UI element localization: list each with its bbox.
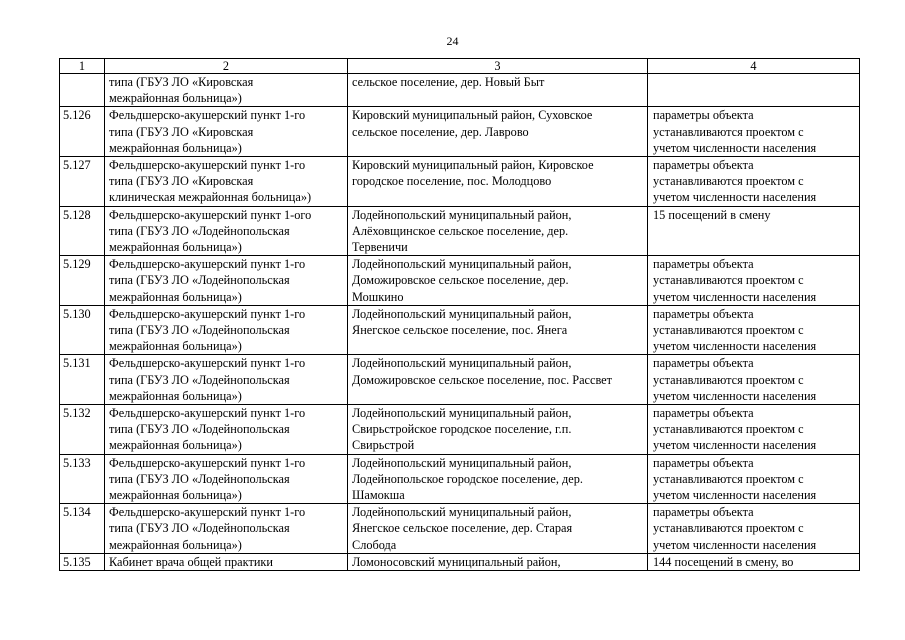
- row-number: 5.131: [60, 355, 105, 405]
- table-row: [60, 405, 860, 455]
- facility-location: сельское поселение, дер. Новый Быт: [348, 74, 648, 107]
- facility-parameters: 144 посещений в смену, во: [648, 553, 860, 570]
- row-number: [60, 74, 105, 107]
- column-header-1: 1: [60, 59, 105, 74]
- table-row: [60, 305, 860, 355]
- row-number: 5.133: [60, 454, 105, 504]
- facility-location: Ломоносовский муниципальный район,: [348, 553, 648, 570]
- facility-name: типа (ГБУЗ ЛО «Кировская межрайонная больница»): [105, 74, 348, 107]
- row-number: 5.134: [60, 504, 105, 554]
- facility-name: Фельдшерско-акушерский пункт 1-ого типа (ГБУЗ ЛО «Лодейнопольская межрайонная больница»): [105, 206, 348, 256]
- facility-parameters: [648, 74, 860, 107]
- facility-parameters: параметры объекта устанавливаются проектом с учетом численности населения: [648, 454, 860, 504]
- facility-location: Кировский муниципальный район, Кировское городское поселение, пос. Молодцово: [348, 157, 648, 207]
- column-header-2: 2: [105, 59, 348, 74]
- table-row: [60, 157, 860, 207]
- row-number: 5.130: [60, 305, 105, 355]
- facility-name: Кабинет врача общей практики: [105, 553, 348, 570]
- facility-name: Фельдшерско-акушерский пункт 1-го типа (ГБУЗ ЛО «Лодейнопольская межрайонная больница»): [105, 405, 348, 455]
- facility-location: Лодейнопольский муниципальный район, Лодейнопольское городское поселение, дер. Шамокша: [348, 454, 648, 504]
- facility-parameters: параметры объекта устанавливаются проектом с учетом численности населения: [648, 355, 860, 405]
- table-row: [60, 504, 860, 554]
- facility-name: Фельдшерско-акушерский пункт 1-го типа (ГБУЗ ЛО «Лодейнопольская межрайонная больница»): [105, 454, 348, 504]
- facility-name: Фельдшерско-акушерский пункт 1-го типа (ГБУЗ ЛО «Лодейнопольская межрайонная больница»): [105, 504, 348, 554]
- facility-location: Лодейнопольский муниципальный район, Янегское сельское поселение, пос. Янега: [348, 305, 648, 355]
- facility-location: Лодейнопольский муниципальный район, Алёховщинское сельское поселение, дер. Тервеничи: [348, 206, 648, 256]
- table-row: [60, 256, 860, 306]
- table-row: [60, 553, 860, 570]
- table-row: [60, 107, 860, 157]
- column-header-4: 4: [648, 59, 860, 74]
- facility-name: Фельдшерско-акушерский пункт 1-го типа (ГБУЗ ЛО «Лодейнопольская межрайонная больница»): [105, 256, 348, 306]
- table-row: [60, 454, 860, 504]
- facility-location: Лодейнопольский муниципальный район, Доможировское сельское поселение, пос. Рассвет: [348, 355, 648, 405]
- facility-name: Фельдшерско-акушерский пункт 1-го типа (ГБУЗ ЛО «Кировская межрайонная больница»): [105, 107, 348, 157]
- facility-location: Кировский муниципальный район, Суховское сельское поселение, дер. Лаврово: [348, 107, 648, 157]
- facility-name: Фельдшерско-акушерский пункт 1-го типа (ГБУЗ ЛО «Лодейнопольская межрайонная больница»): [105, 305, 348, 355]
- facility-location: Лодейнопольский муниципальный район, Янегское сельское поселение, дер. Старая Слобода: [348, 504, 648, 554]
- facility-name: Фельдшерско-акушерский пункт 1-го типа (ГБУЗ ЛО «Кировская клиническая межрайонная больница»): [105, 157, 348, 207]
- facility-parameters: параметры объекта устанавливаются проектом с учетом численности населения: [648, 405, 860, 455]
- table-row: [60, 206, 860, 256]
- table-row: [60, 355, 860, 405]
- row-number: 5.132: [60, 405, 105, 455]
- table-row-continuation: [60, 74, 860, 107]
- row-number: 5.128: [60, 206, 105, 256]
- facility-parameters: параметры объекта устанавливаются проектом с учетом численности населения: [648, 256, 860, 306]
- facility-location: Лодейнопольский муниципальный район, Свирьстройское городское поселение, г.п. Свирьстрой: [348, 405, 648, 455]
- column-header-3: 3: [348, 59, 648, 74]
- facility-location: Лодейнопольский муниципальный район, Доможировское сельское поселение, дер. Мошкино: [348, 256, 648, 306]
- facilities-table: [59, 58, 860, 571]
- facility-parameters: параметры объекта устанавливаются проектом с учетом численности населения: [648, 504, 860, 554]
- facility-name: Фельдшерско-акушерский пункт 1-го типа (ГБУЗ ЛО «Лодейнопольская межрайонная больница»): [105, 355, 348, 405]
- page-number: 24: [446, 34, 459, 48]
- facility-parameters: параметры объекта устанавливаются проектом с учетом численности населения: [648, 107, 860, 157]
- facility-parameters: 15 посещений в смену: [648, 206, 860, 256]
- row-number: 5.126: [60, 107, 105, 157]
- table-header-row: [60, 59, 860, 74]
- facility-parameters: параметры объекта устанавливаются проектом с учетом численности населения: [648, 305, 860, 355]
- facility-parameters: параметры объекта устанавливаются проектом с учетом численности населения: [648, 157, 860, 207]
- row-number: 5.127: [60, 157, 105, 207]
- row-number: 5.129: [60, 256, 105, 306]
- row-number: 5.135: [60, 553, 105, 570]
